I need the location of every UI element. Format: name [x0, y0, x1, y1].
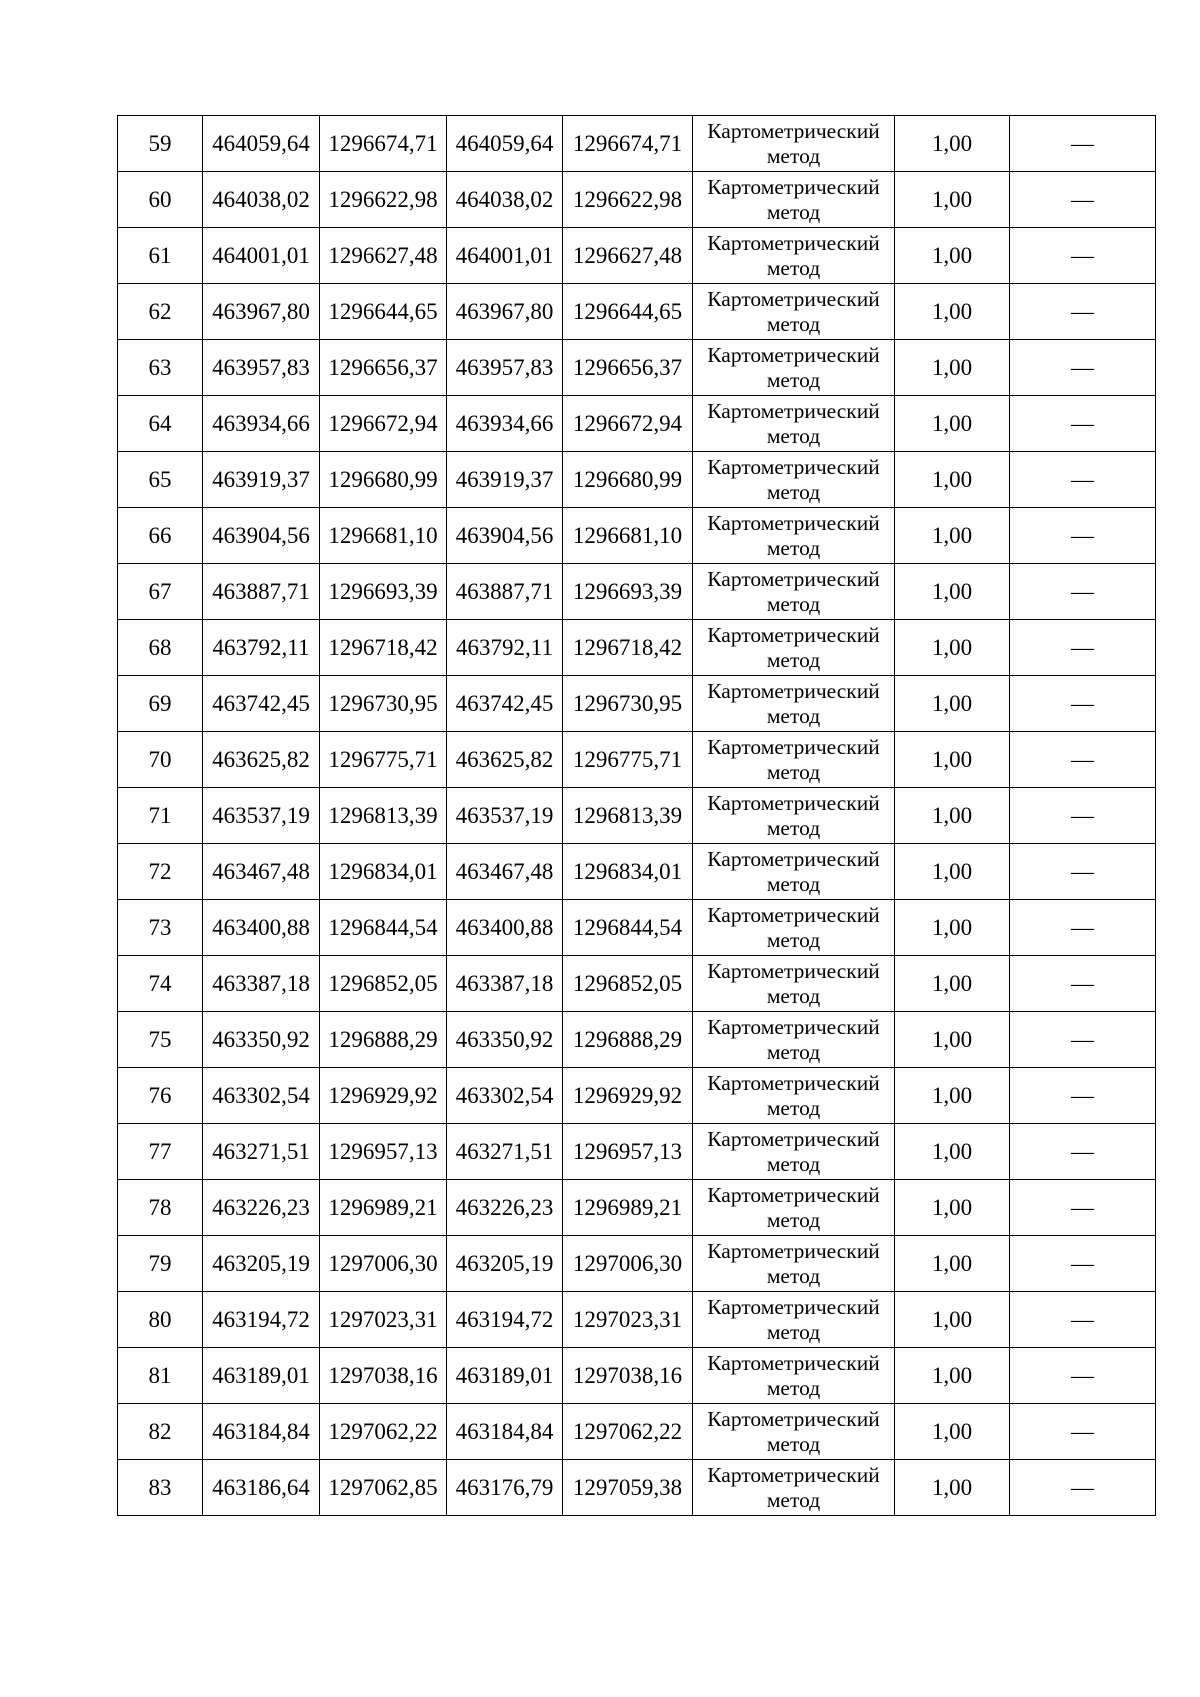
table-row: [118, 396, 1156, 452]
method-line2: метод: [766, 815, 821, 840]
method-cell: [693, 676, 895, 732]
x-existing-cell: 463189,01: [203, 1348, 320, 1404]
method-cell: [693, 396, 895, 452]
y-refined-cell: 1296730,95: [563, 676, 693, 732]
x-refined-cell: 463467,48: [447, 844, 563, 900]
x-existing-cell: 463271,51: [203, 1124, 320, 1180]
x-refined-cell: 463226,23: [447, 1180, 563, 1236]
y-existing-cell: 1296680,99: [320, 452, 447, 508]
y-existing-cell: 1296622,98: [320, 172, 447, 228]
accuracy-cell: 1,00: [895, 676, 1010, 732]
y-refined-cell: 1296718,42: [563, 620, 693, 676]
y-existing-cell: 1296627,48: [320, 228, 447, 284]
y-refined-cell: 1296888,29: [563, 1012, 693, 1068]
y-existing-cell: 1297062,85: [320, 1460, 447, 1516]
point-number-cell: 77: [118, 1124, 203, 1180]
x-existing-cell: 463186,64: [203, 1460, 320, 1516]
method-cell: [693, 172, 895, 228]
accuracy-cell: 1,00: [895, 228, 1010, 284]
method-line2: метод: [766, 1319, 821, 1344]
y-refined-cell: 1296834,01: [563, 844, 693, 900]
method-line1: Картометрический: [707, 119, 880, 144]
accuracy-cell: 1,00: [895, 564, 1010, 620]
table-row: [118, 1348, 1156, 1404]
method-cell: [693, 1068, 895, 1124]
method-line2: метод: [766, 591, 821, 616]
method-line2: метод: [766, 1431, 821, 1456]
method-line1: Картометрический: [707, 343, 880, 368]
method-line2: метод: [766, 703, 821, 728]
note-cell: —: [1010, 676, 1156, 732]
y-existing-cell: 1296834,01: [320, 844, 447, 900]
x-refined-cell: 463184,84: [447, 1404, 563, 1460]
accuracy-cell: 1,00: [895, 956, 1010, 1012]
table-row: [118, 1180, 1156, 1236]
note-cell: —: [1010, 1404, 1156, 1460]
method-cell: [693, 564, 895, 620]
method-line1: Картометрический: [707, 1463, 880, 1488]
note-cell: —: [1010, 788, 1156, 844]
x-existing-cell: 463467,48: [203, 844, 320, 900]
y-existing-cell: 1297023,31: [320, 1292, 447, 1348]
method-line1: Картометрический: [707, 399, 880, 424]
method-line1: Картометрический: [707, 567, 880, 592]
point-number-cell: 75: [118, 1012, 203, 1068]
method-line2: метод: [766, 1375, 821, 1400]
point-number-cell: 82: [118, 1404, 203, 1460]
method-line1: Картометрический: [707, 455, 880, 480]
y-refined-cell: 1296775,71: [563, 732, 693, 788]
method-line1: Картометрический: [707, 847, 880, 872]
point-number-cell: 65: [118, 452, 203, 508]
table-row: [118, 956, 1156, 1012]
accuracy-cell: 1,00: [895, 1012, 1010, 1068]
table-row: [118, 844, 1156, 900]
x-existing-cell: 463957,83: [203, 340, 320, 396]
point-number-cell: 59: [118, 116, 203, 172]
y-refined-cell: 1296622,98: [563, 172, 693, 228]
y-refined-cell: 1296929,92: [563, 1068, 693, 1124]
y-existing-cell: 1297062,22: [320, 1404, 447, 1460]
y-existing-cell: 1296989,21: [320, 1180, 447, 1236]
point-number-cell: 76: [118, 1068, 203, 1124]
method-line1: Картометрический: [707, 1239, 880, 1264]
y-refined-cell: 1297062,22: [563, 1404, 693, 1460]
accuracy-cell: 1,00: [895, 1348, 1010, 1404]
x-refined-cell: 464001,01: [447, 228, 563, 284]
note-cell: —: [1010, 1460, 1156, 1516]
accuracy-cell: 1,00: [895, 620, 1010, 676]
table-row: [118, 900, 1156, 956]
method-line2: метод: [766, 1487, 821, 1512]
method-cell: [693, 1236, 895, 1292]
point-number-cell: 83: [118, 1460, 203, 1516]
x-refined-cell: 463742,45: [447, 676, 563, 732]
x-existing-cell: 463919,37: [203, 452, 320, 508]
accuracy-cell: 1,00: [895, 1180, 1010, 1236]
x-existing-cell: 463792,11: [203, 620, 320, 676]
accuracy-cell: 1,00: [895, 732, 1010, 788]
y-refined-cell: 1296674,71: [563, 116, 693, 172]
method-line2: метод: [766, 479, 821, 504]
method-cell: [693, 1292, 895, 1348]
y-refined-cell: 1296813,39: [563, 788, 693, 844]
note-cell: —: [1010, 900, 1156, 956]
x-refined-cell: 463400,88: [447, 900, 563, 956]
accuracy-cell: 1,00: [895, 340, 1010, 396]
point-number-cell: 70: [118, 732, 203, 788]
x-refined-cell: 463792,11: [447, 620, 563, 676]
y-refined-cell: 1296627,48: [563, 228, 693, 284]
coordinates-table: [117, 115, 1156, 1516]
y-refined-cell: 1296644,65: [563, 284, 693, 340]
x-existing-cell: 464038,02: [203, 172, 320, 228]
y-existing-cell: 1297038,16: [320, 1348, 447, 1404]
method-cell: [693, 508, 895, 564]
x-refined-cell: 463625,82: [447, 732, 563, 788]
method-cell: [693, 1404, 895, 1460]
table-row: [118, 1012, 1156, 1068]
note-cell: —: [1010, 732, 1156, 788]
y-existing-cell: 1296672,94: [320, 396, 447, 452]
accuracy-cell: 1,00: [895, 172, 1010, 228]
method-line2: метод: [766, 927, 821, 952]
method-line2: метод: [766, 535, 821, 560]
method-line2: метод: [766, 1207, 821, 1232]
table-row: [118, 564, 1156, 620]
y-existing-cell: 1296693,39: [320, 564, 447, 620]
method-line2: метод: [766, 311, 821, 336]
y-existing-cell: 1296957,13: [320, 1124, 447, 1180]
y-refined-cell: 1296844,54: [563, 900, 693, 956]
table-row: [118, 1292, 1156, 1348]
accuracy-cell: 1,00: [895, 844, 1010, 900]
accuracy-cell: 1,00: [895, 1404, 1010, 1460]
point-number-cell: 67: [118, 564, 203, 620]
table-row: [118, 340, 1156, 396]
accuracy-cell: 1,00: [895, 900, 1010, 956]
x-refined-cell: 463176,79: [447, 1460, 563, 1516]
point-number-cell: 69: [118, 676, 203, 732]
point-number-cell: 78: [118, 1180, 203, 1236]
table-row: [118, 116, 1156, 172]
y-refined-cell: 1296852,05: [563, 956, 693, 1012]
note-cell: —: [1010, 172, 1156, 228]
method-line1: Картометрический: [707, 231, 880, 256]
table-row: [118, 1404, 1156, 1460]
accuracy-cell: 1,00: [895, 1236, 1010, 1292]
note-cell: —: [1010, 1012, 1156, 1068]
y-existing-cell: 1297006,30: [320, 1236, 447, 1292]
method-line2: метод: [766, 1095, 821, 1120]
method-line2: метод: [766, 1263, 821, 1288]
x-existing-cell: 463625,82: [203, 732, 320, 788]
x-existing-cell: 463194,72: [203, 1292, 320, 1348]
x-refined-cell: 463537,19: [447, 788, 563, 844]
point-number-cell: 79: [118, 1236, 203, 1292]
y-refined-cell: 1297023,31: [563, 1292, 693, 1348]
y-existing-cell: 1296681,10: [320, 508, 447, 564]
y-refined-cell: 1296672,94: [563, 396, 693, 452]
point-number-cell: 66: [118, 508, 203, 564]
note-cell: —: [1010, 284, 1156, 340]
table-row: [118, 676, 1156, 732]
note-cell: —: [1010, 1124, 1156, 1180]
point-number-cell: 73: [118, 900, 203, 956]
y-existing-cell: 1296775,71: [320, 732, 447, 788]
y-existing-cell: 1296718,42: [320, 620, 447, 676]
x-refined-cell: 464038,02: [447, 172, 563, 228]
point-number-cell: 80: [118, 1292, 203, 1348]
point-number-cell: 74: [118, 956, 203, 1012]
method-cell: [693, 788, 895, 844]
method-line1: Картометрический: [707, 735, 880, 760]
method-line2: метод: [766, 1151, 821, 1176]
accuracy-cell: 1,00: [895, 1124, 1010, 1180]
method-line1: Картометрический: [707, 287, 880, 312]
x-refined-cell: 463194,72: [447, 1292, 563, 1348]
method-line2: метод: [766, 983, 821, 1008]
method-cell: [693, 1012, 895, 1068]
note-cell: —: [1010, 1236, 1156, 1292]
note-cell: —: [1010, 844, 1156, 900]
accuracy-cell: 1,00: [895, 284, 1010, 340]
y-existing-cell: 1296656,37: [320, 340, 447, 396]
method-cell: [693, 900, 895, 956]
x-refined-cell: 463205,19: [447, 1236, 563, 1292]
x-existing-cell: 463904,56: [203, 508, 320, 564]
method-cell: [693, 844, 895, 900]
method-cell: [693, 620, 895, 676]
accuracy-cell: 1,00: [895, 1292, 1010, 1348]
point-number-cell: 68: [118, 620, 203, 676]
x-existing-cell: 464001,01: [203, 228, 320, 284]
y-existing-cell: 1296644,65: [320, 284, 447, 340]
y-refined-cell: 1297059,38: [563, 1460, 693, 1516]
x-existing-cell: 463934,66: [203, 396, 320, 452]
point-number-cell: 81: [118, 1348, 203, 1404]
x-refined-cell: 463271,51: [447, 1124, 563, 1180]
accuracy-cell: 1,00: [895, 1460, 1010, 1516]
x-existing-cell: 463184,84: [203, 1404, 320, 1460]
method-line2: метод: [766, 143, 821, 168]
y-refined-cell: 1296680,99: [563, 452, 693, 508]
note-cell: —: [1010, 228, 1156, 284]
x-existing-cell: 463205,19: [203, 1236, 320, 1292]
note-cell: —: [1010, 1180, 1156, 1236]
y-refined-cell: 1296989,21: [563, 1180, 693, 1236]
method-line1: Картометрический: [707, 679, 880, 704]
x-existing-cell: 463387,18: [203, 956, 320, 1012]
method-line2: метод: [766, 367, 821, 392]
y-refined-cell: 1296681,10: [563, 508, 693, 564]
table-row: [118, 1460, 1156, 1516]
point-number-cell: 62: [118, 284, 203, 340]
method-cell: [693, 116, 895, 172]
method-line1: Картометрический: [707, 903, 880, 928]
method-cell: [693, 732, 895, 788]
x-refined-cell: 463387,18: [447, 956, 563, 1012]
x-refined-cell: 463189,01: [447, 1348, 563, 1404]
x-refined-cell: 463302,54: [447, 1068, 563, 1124]
y-existing-cell: 1296844,54: [320, 900, 447, 956]
note-cell: —: [1010, 1068, 1156, 1124]
method-line1: Картометрический: [707, 623, 880, 648]
note-cell: —: [1010, 1348, 1156, 1404]
method-cell: [693, 284, 895, 340]
y-existing-cell: 1296730,95: [320, 676, 447, 732]
method-line1: Картометрический: [707, 791, 880, 816]
method-line1: Картометрический: [707, 175, 880, 200]
accuracy-cell: 1,00: [895, 396, 1010, 452]
x-existing-cell: 463537,19: [203, 788, 320, 844]
y-refined-cell: 1296656,37: [563, 340, 693, 396]
method-line2: метод: [766, 759, 821, 784]
x-refined-cell: 463919,37: [447, 452, 563, 508]
method-cell: [693, 1460, 895, 1516]
note-cell: —: [1010, 620, 1156, 676]
method-line2: метод: [766, 199, 821, 224]
table-row: [118, 284, 1156, 340]
method-cell: [693, 1348, 895, 1404]
x-refined-cell: 463350,92: [447, 1012, 563, 1068]
table-row: [118, 1068, 1156, 1124]
accuracy-cell: 1,00: [895, 508, 1010, 564]
point-number-cell: 63: [118, 340, 203, 396]
method-cell: [693, 1124, 895, 1180]
table-row: [118, 732, 1156, 788]
method-line1: Картометрический: [707, 1295, 880, 1320]
note-cell: —: [1010, 116, 1156, 172]
y-existing-cell: 1296929,92: [320, 1068, 447, 1124]
y-refined-cell: 1296957,13: [563, 1124, 693, 1180]
y-refined-cell: 1296693,39: [563, 564, 693, 620]
table-row: [118, 620, 1156, 676]
point-number-cell: 64: [118, 396, 203, 452]
table-row: [118, 788, 1156, 844]
point-number-cell: 61: [118, 228, 203, 284]
accuracy-cell: 1,00: [895, 452, 1010, 508]
table-row: [118, 508, 1156, 564]
method-cell: [693, 452, 895, 508]
y-refined-cell: 1297006,30: [563, 1236, 693, 1292]
method-line1: Картометрический: [707, 1351, 880, 1376]
x-refined-cell: 463887,71: [447, 564, 563, 620]
point-number-cell: 71: [118, 788, 203, 844]
method-line1: Картометрический: [707, 959, 880, 984]
x-existing-cell: 463400,88: [203, 900, 320, 956]
method-cell: [693, 1180, 895, 1236]
x-existing-cell: 463350,92: [203, 1012, 320, 1068]
method-cell: [693, 340, 895, 396]
x-existing-cell: 463967,80: [203, 284, 320, 340]
table-row: [118, 172, 1156, 228]
method-line1: Картометрический: [707, 1015, 880, 1040]
method-line1: Картометрический: [707, 1127, 880, 1152]
x-refined-cell: 463934,66: [447, 396, 563, 452]
x-existing-cell: 464059,64: [203, 116, 320, 172]
method-line1: Картометрический: [707, 1407, 880, 1432]
method-line2: метод: [766, 255, 821, 280]
table-body: [118, 116, 1156, 1516]
accuracy-cell: 1,00: [895, 1068, 1010, 1124]
note-cell: —: [1010, 956, 1156, 1012]
y-existing-cell: 1296888,29: [320, 1012, 447, 1068]
point-number-cell: 60: [118, 172, 203, 228]
note-cell: —: [1010, 396, 1156, 452]
y-existing-cell: 1296674,71: [320, 116, 447, 172]
table-row: [118, 452, 1156, 508]
y-existing-cell: 1296852,05: [320, 956, 447, 1012]
x-existing-cell: 463887,71: [203, 564, 320, 620]
method-line2: метод: [766, 647, 821, 672]
note-cell: —: [1010, 1292, 1156, 1348]
note-cell: —: [1010, 452, 1156, 508]
y-existing-cell: 1296813,39: [320, 788, 447, 844]
table-row: [118, 1236, 1156, 1292]
method-line2: метод: [766, 1039, 821, 1064]
accuracy-cell: 1,00: [895, 788, 1010, 844]
x-refined-cell: 464059,64: [447, 116, 563, 172]
method-line1: Картометрический: [707, 511, 880, 536]
method-line2: метод: [766, 423, 821, 448]
method-cell: [693, 956, 895, 1012]
x-refined-cell: 463967,80: [447, 284, 563, 340]
note-cell: —: [1010, 564, 1156, 620]
accuracy-cell: 1,00: [895, 116, 1010, 172]
table-row: [118, 1124, 1156, 1180]
point-number-cell: 72: [118, 844, 203, 900]
method-line1: Картометрический: [707, 1071, 880, 1096]
x-existing-cell: 463226,23: [203, 1180, 320, 1236]
table-row: [118, 228, 1156, 284]
note-cell: —: [1010, 340, 1156, 396]
x-refined-cell: 463957,83: [447, 340, 563, 396]
method-line2: метод: [766, 871, 821, 896]
x-refined-cell: 463904,56: [447, 508, 563, 564]
x-existing-cell: 463742,45: [203, 676, 320, 732]
x-existing-cell: 463302,54: [203, 1068, 320, 1124]
method-line1: Картометрический: [707, 1183, 880, 1208]
note-cell: —: [1010, 508, 1156, 564]
y-refined-cell: 1297038,16: [563, 1348, 693, 1404]
method-cell: [693, 228, 895, 284]
